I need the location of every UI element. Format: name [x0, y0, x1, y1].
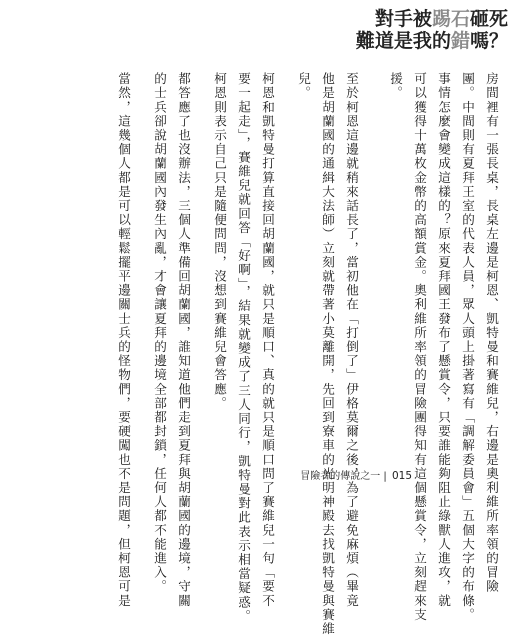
- text-column: 可以獲得十萬枚金幣的高額賞金。奧利維所率領的冒險團得知有這個懸賞令，立刻趕來支: [412, 72, 427, 622]
- text-column: 柯恩和凱特曼打算直接回胡蘭國，就只是順口、真的就只是順口問了賽維兒一句「要不: [260, 72, 275, 608]
- text-column: 柯恩則表示自己只是隨便問問，沒想到賽維兒會答應。: [212, 72, 227, 411]
- text-column: 的士兵卻說胡蘭國內發生內亂，才會讓夏拜的邊境全部都封鎖，任何人都不能進入。: [152, 72, 167, 594]
- page-footer: [300, 467, 412, 482]
- text-column: 援。: [388, 72, 403, 101]
- text-column: 兒。: [296, 72, 311, 101]
- title-line-1: [356, 8, 508, 30]
- text-column: 房間裡有一張長桌，長桌左邊是柯恩、凱特曼和賽維兒，右邊是奧利維所率領的冒險: [484, 72, 499, 594]
- page-number: 015: [391, 470, 412, 482]
- text-column: 他是胡蘭國的通緝大法師）立刻就帶著小莫離開，先回到寮車的光明神殿去找凱特曼與賽維: [320, 72, 335, 636]
- text-column: 都答應了也沒辦法，三個人準備回胡蘭國，誰知道他們走到夏拜與胡蘭國的邊境，守關: [176, 72, 191, 608]
- text-column: 事情怎麼會變成這樣的？原來夏拜國王發布了懸賞令，只要誰能夠阻止綠獸人進攻，就: [436, 72, 451, 608]
- text-column: 當然，這幾個人都是可以輕鬆擺平邊關士兵的怪物們，要硬闖也不是問題，但柯恩可是: [116, 72, 131, 608]
- text-column: 要一起走」，賽維兒就回答「好啊」，結果就變成了三人同行，凱特曼對此表示相當疑惑。: [236, 72, 251, 624]
- text-column: 至於柯恩這邊就稍來話長了，當初他在「打倒了」伊格莫爾之後，為了避免麻煩（畢竟: [344, 72, 359, 608]
- series-name: 冒險者的傳說之一: [300, 471, 381, 482]
- text-column: 團。中間則有夏拜王室的代表人員，眾人頭上掛著寫有「調解委員會」五個大字的布條。: [460, 72, 475, 622]
- title-line-1-text: 對手被踢石砸死: [374, 8, 508, 30]
- title-line-2-text: 難道是我的錯嗎？: [355, 30, 508, 52]
- footer-separator: |: [383, 471, 387, 482]
- chapter-title: [356, 8, 508, 52]
- title-line-2: [356, 30, 508, 52]
